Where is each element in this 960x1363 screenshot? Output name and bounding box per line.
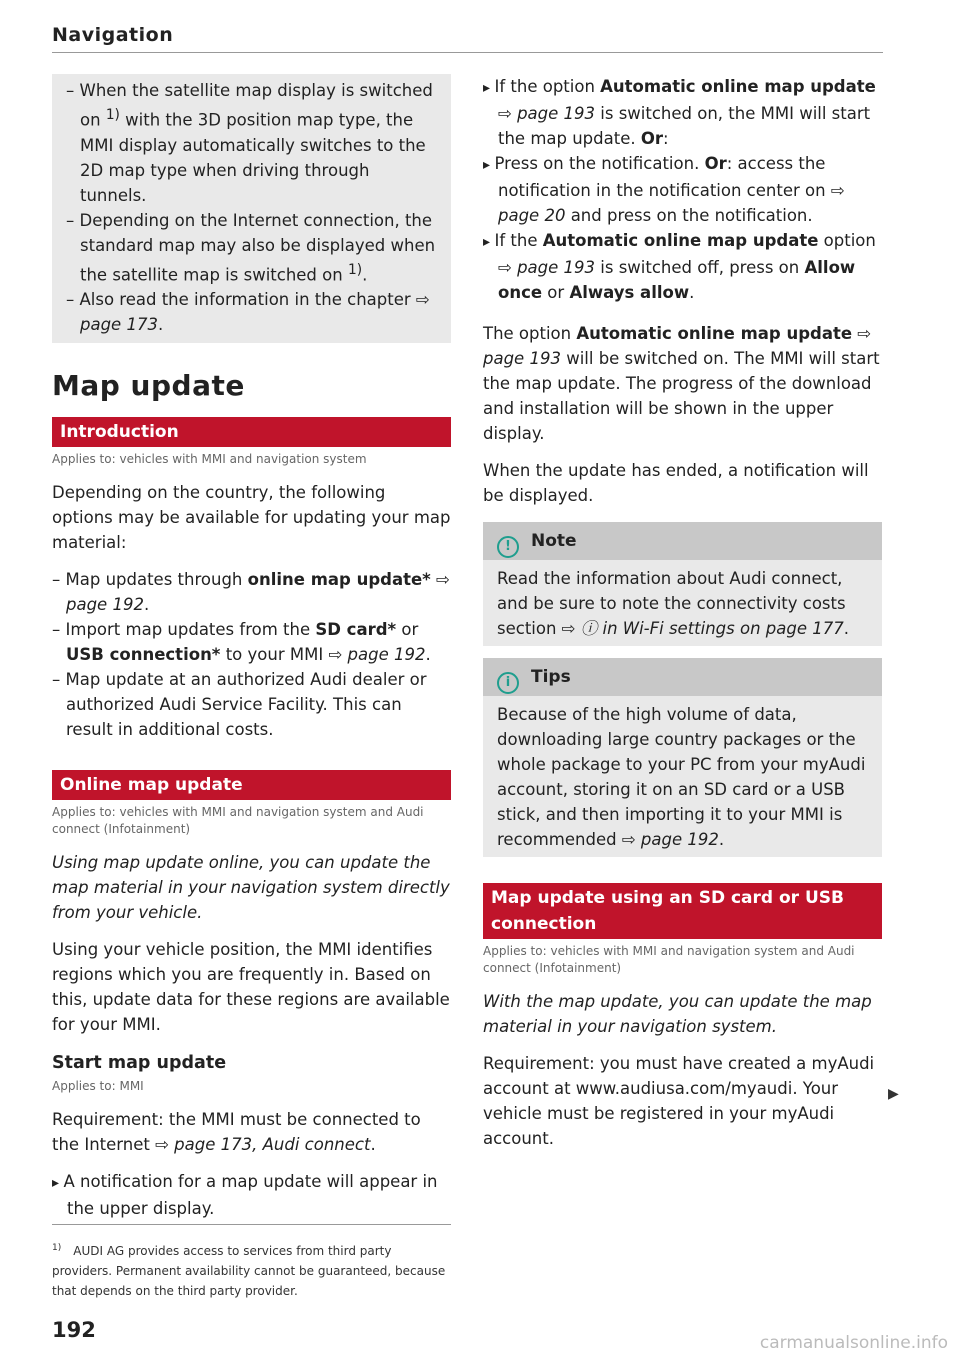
page-20-link[interactable]: ⇨ page 20	[498, 181, 845, 225]
page-192-link[interactable]: ⇨ page 192	[328, 645, 426, 664]
option-import: – Import map updates from the SD card* or USB connection* to your MMI ⇨ page 192.	[52, 617, 451, 667]
page-193-link[interactable]: ⇨ page 193	[498, 258, 596, 277]
info-icon: i	[497, 672, 519, 694]
page-header-title: Navigation	[52, 24, 174, 46]
introduction-section-bar: Introduction	[52, 417, 451, 447]
right-column	[483, 74, 882, 1151]
sd-usb-update-bar: Map update using an SD card or USB connection	[483, 883, 882, 939]
page-193-link[interactable]: ⇨ page 193	[483, 324, 872, 368]
online-intro: Using map update online, you can update the map material in your navigation system directly from your vehicle.	[52, 853, 450, 922]
warning-icon: !	[497, 536, 519, 558]
introduction-applies: Applies to: vehicles with MMI and navigation system	[52, 452, 367, 466]
requirement-text: Requirement: the MMI must be connected to the Internet ⇨ page 173, Audi connect.	[52, 1110, 421, 1154]
page-193-link[interactable]: ⇨ page 193	[498, 104, 596, 123]
tips-box	[483, 658, 882, 857]
step-automatic-on: ▸ If the option Automatic online map update ⇨ page 193 is switched on, the MMI will start the map update. Or:	[483, 74, 882, 151]
wifi-settings-link[interactable]: ⇨ ⓘ in Wi-Fi settings on page 177	[561, 619, 844, 638]
note-box	[483, 522, 882, 646]
page-173-link[interactable]: ⇨ page 173	[80, 290, 430, 334]
introduction-text: Depending on the country, the following options may be available for updating your map material:	[52, 483, 451, 552]
page-192-link[interactable]: ⇨ page 192	[66, 570, 450, 614]
tips-body: Because of the high volume of data, downloading large country packages or the whole package to your PC from your myAudi account, storing it on an SD card or a USB stick, and then importing it to your MMI is recommended ⇨ page 192.	[497, 705, 866, 849]
option-online: – Map updates through online map update* ⇨ page 192.	[52, 567, 451, 617]
step-automatic-off: ▸ If the Automatic online map update option ⇨ page 193 is switched off, press on Allow once or Always allow.	[483, 228, 882, 305]
sd-requirement: Requirement: you must have created a myAudi account at www.audiusa.com/myaudi. Your vehicle must be registered in your myAudi account.	[483, 1054, 875, 1148]
satellite-info-box	[52, 74, 451, 343]
box-item-tunnel: – When the satellite map display is switched on $^{1)}$ with the 3D position map type, the MMI display automatically switches to the 2D map type when driving through tunnels.	[66, 78, 437, 208]
online-map-update-bar: Online map update	[52, 770, 451, 800]
box-item-chapter: – Also read the information in the chapter ⇨ page 173.	[66, 287, 437, 337]
page-173-audi-connect-link[interactable]: ⇨ page 173, Audi connect	[155, 1135, 371, 1154]
update-ended-paragraph: When the update has ended, a notification will be displayed.	[483, 461, 869, 505]
update-options-list	[52, 567, 451, 742]
step-press-notification: ▸ Press on the notification. Or: access the notification in the notification center on ⇨ page 20 and press on the notification.	[483, 151, 882, 228]
online-applies: Applies to: vehicles with MMI and navigation system and Audi connect (Infotainment)	[52, 805, 424, 836]
footnote-divider	[52, 1224, 451, 1225]
sd-intro: With the map update, you can update the map material in your navigation system.	[483, 992, 872, 1036]
page-192-link[interactable]: ⇨ page 192	[621, 830, 719, 849]
note-body: Read the information about Audi connect, and be sure to note the connectivity costs section ⇨ ⓘ in Wi-Fi settings on page 177.	[497, 569, 849, 638]
sd-applies: Applies to: vehicles with MMI and navigation system and Audi connect (Infotainment)	[483, 944, 855, 975]
continue-arrow-icon: ▶	[888, 1086, 899, 1102]
map-update-heading: Map update	[52, 369, 245, 402]
header-divider	[52, 52, 883, 53]
watermark: carmanualsonline.info	[759, 1333, 948, 1353]
tips-header: i Tips	[483, 658, 882, 696]
left-column	[52, 74, 451, 1221]
start-map-update-heading: Start map update	[52, 1053, 227, 1073]
start-applies: Applies to: MMI	[52, 1079, 144, 1093]
automatic-update-paragraph: The option Automatic online map update ⇨ page 193 will be switched on. The MMI will start the map update. The progress of the download and installation will be shown in the upper display.	[483, 324, 880, 443]
online-text: Using your vehicle position, the MMI identifies regions which you are frequently in. Based on this, update data for these regions are available for your MMI.	[52, 940, 450, 1034]
note-header: ! Note	[483, 522, 882, 560]
box-item-internet: – Depending on the Internet connection, the standard map may also be displayed when the satellite map is switched on $^{1)}$.	[66, 208, 437, 288]
page-number: 192	[52, 1318, 96, 1342]
step-notification: ▸ A notification for a map update will appear in the upper display.	[52, 1169, 451, 1221]
footnote: $^{1)}$ AUDI AG provides access to services from third party providers. Permanent availability cannot be guaranteed, because that depends on the third party provider.	[52, 1243, 446, 1298]
option-dealer: – Map update at an authorized Audi dealer or authorized Audi Service Facility. This can result in additional costs.	[52, 667, 451, 742]
